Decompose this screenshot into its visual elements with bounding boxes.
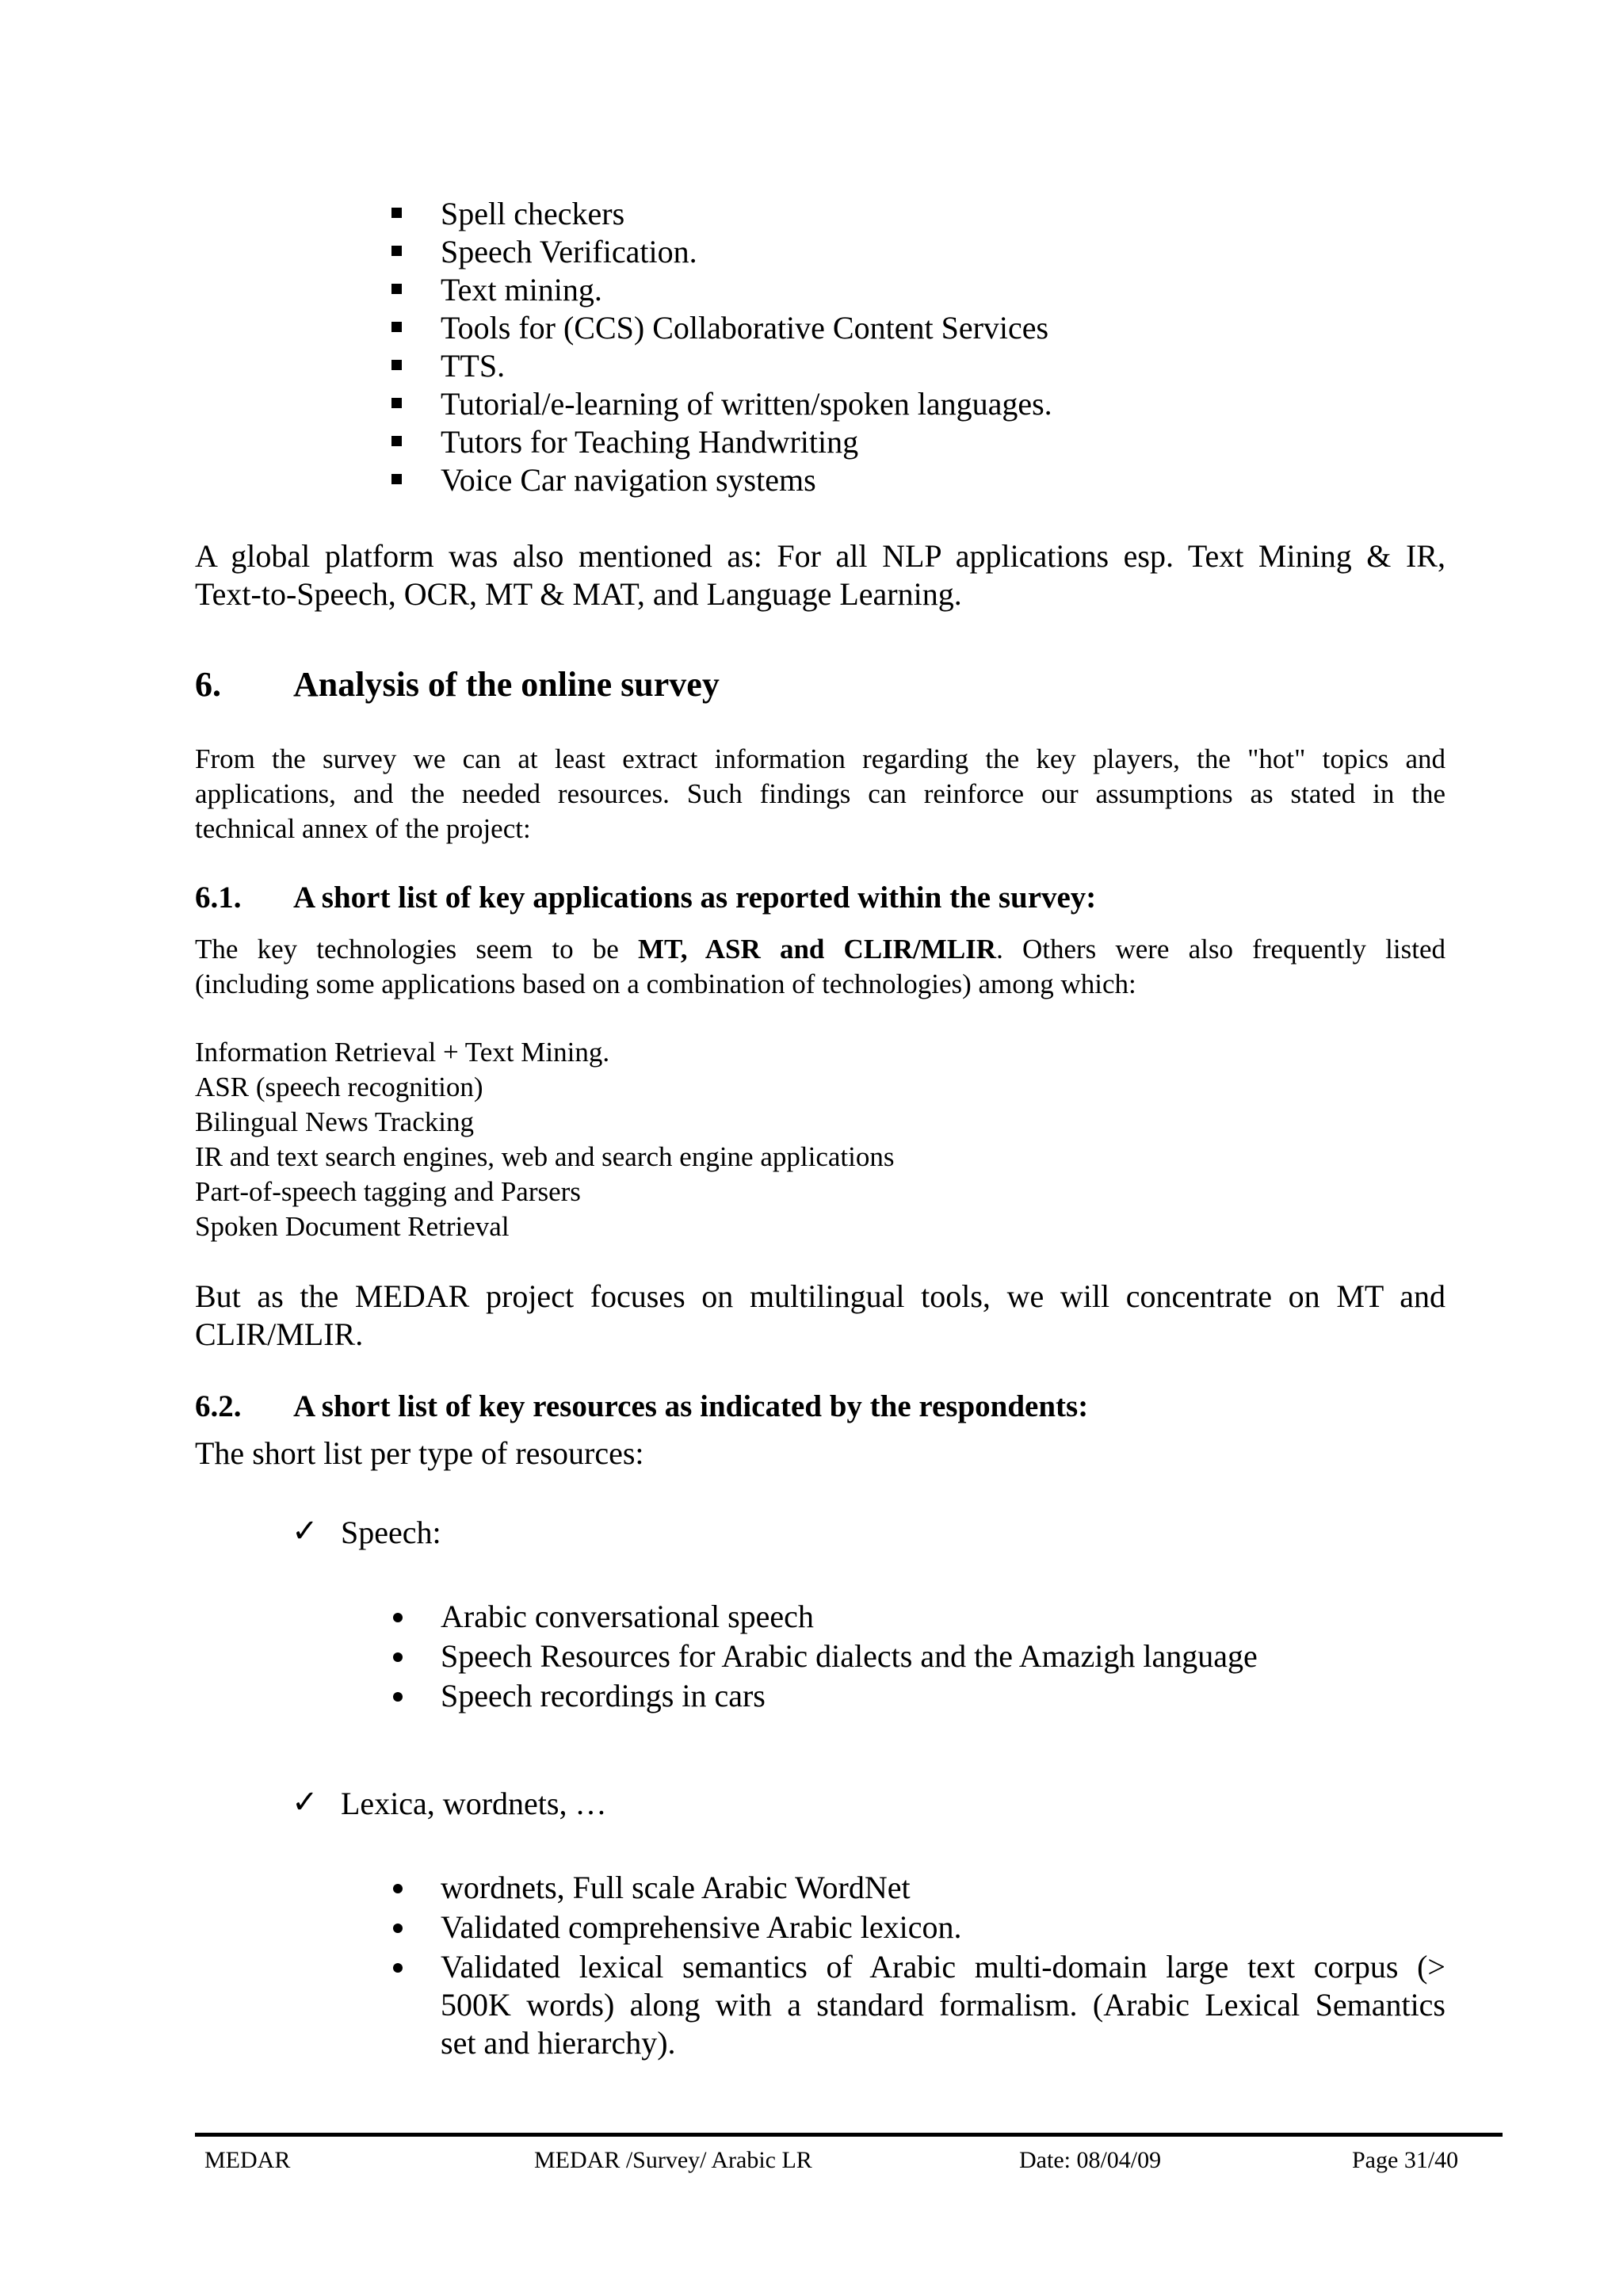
list-item: Spell checkers xyxy=(441,196,625,231)
paragraph-line: Text-to-Speech, OCR, MT & MAT, and Language Learning. xyxy=(195,576,962,612)
square-bullet-icon xyxy=(391,398,402,408)
square-bullet-icon xyxy=(391,474,402,484)
paragraph-line: From the survey we can at least extract information regarding the key players, the "hot" topics and xyxy=(195,743,1445,774)
section-number: 6. xyxy=(195,665,221,704)
round-bullet-icon xyxy=(393,1652,403,1662)
square-bullet-icon xyxy=(391,322,402,332)
square-bullet-icon xyxy=(391,284,402,294)
square-bullet-icon xyxy=(391,208,402,218)
checkmark-icon: ✓ xyxy=(292,1513,319,1549)
footer-rule xyxy=(195,2133,1503,2137)
round-bullet-icon xyxy=(393,1963,403,1973)
section-number: 6.1. xyxy=(195,881,242,915)
footer-left: MEDAR xyxy=(204,2147,291,2173)
paragraph-text: . Others were also frequently listed xyxy=(996,934,1445,965)
paragraph-line: applications, and the needed resources. Such findings can reinforce our assumptions as stated in the xyxy=(195,778,1445,809)
list-item: ASR (speech recognition) xyxy=(195,1072,483,1102)
square-bullet-icon xyxy=(391,246,402,256)
section-6-2-heading xyxy=(195,1389,1089,1425)
list-item: Speech recordings in cars xyxy=(441,1678,766,1713)
list-item: Arabic conversational speech xyxy=(441,1599,814,1634)
list-item: Text mining. xyxy=(441,272,602,308)
resources-intro: The short list per type of resources: xyxy=(195,1435,644,1471)
list-item: Validated lexical semantics of Arabic multi-domain large text corpus (> xyxy=(441,1949,1445,1985)
list-item: Spoken Document Retrieval xyxy=(195,1211,510,1242)
paragraph-text: The key technologies seem to be xyxy=(195,934,638,965)
section-title: Analysis of the online survey xyxy=(293,665,720,704)
square-bullet-icon xyxy=(391,436,402,446)
group-label: Speech: xyxy=(341,1515,441,1550)
footer-page-number: Page 31/40 xyxy=(1352,2147,1459,2173)
list-item-continuation: 500K words) along with a standard formalism. (Arabic Lexical Semantics xyxy=(441,1987,1445,2023)
section-title: A short list of key resources as indicated by the respondents: xyxy=(293,1389,1089,1423)
section-6-1-heading xyxy=(195,880,1097,916)
round-bullet-icon xyxy=(393,1692,403,1702)
list-item: Tutorial/e-learning of written/spoken languages. xyxy=(441,386,1052,422)
list-item-continuation: set and hierarchy). xyxy=(441,2025,676,2061)
list-item: Tools for (CCS) Collaborative Content Services xyxy=(441,310,1049,346)
group-label: Lexica, wordnets, … xyxy=(341,1786,607,1821)
section-number: 6.2. xyxy=(195,1389,242,1423)
list-item: Bilingual News Tracking xyxy=(195,1106,474,1137)
list-item: Speech Verification. xyxy=(441,234,697,269)
list-item: Speech Resources for Arabic dialects and the Amazigh language xyxy=(441,1638,1258,1674)
list-item: wordnets, Full scale Arabic WordNet xyxy=(441,1870,911,1905)
section-title: A short list of key applications as reported within the survey: xyxy=(293,881,1097,915)
list-item: Voice Car navigation systems xyxy=(441,462,816,498)
square-bullet-icon xyxy=(391,360,402,370)
round-bullet-icon xyxy=(393,1924,403,1933)
list-item: Validated comprehensive Arabic lexicon. xyxy=(441,1909,962,1945)
paragraph-line: CLIR/MLIR. xyxy=(195,1316,364,1352)
paragraph-line xyxy=(195,932,1445,967)
list-item: Part-of-speech tagging and Parsers xyxy=(195,1176,581,1207)
footer-date: Date: 08/04/09 xyxy=(1019,2147,1162,2173)
paragraph-line: But as the MEDAR project focuses on multilingual tools, we will concentrate on MT and xyxy=(195,1278,1445,1314)
list-item: Tutors for Teaching Handwriting xyxy=(441,424,859,460)
list-item: TTS. xyxy=(441,348,506,384)
paragraph-line: A global platform was also mentioned as: For all NLP applications esp. Text Mining & IR, xyxy=(195,538,1445,574)
checkmark-icon: ✓ xyxy=(292,1784,319,1820)
footer-center: MEDAR /Survey/ Arabic LR xyxy=(534,2147,812,2173)
section-6-heading xyxy=(195,664,720,705)
round-bullet-icon xyxy=(393,1613,403,1622)
key-technologies: MT, ASR and CLIR/MLIR xyxy=(638,934,997,965)
list-item: IR and text search engines, web and search engine applications xyxy=(195,1141,895,1172)
paragraph-line: (including some applications based on a combination of technologies) among which: xyxy=(195,968,1136,999)
paragraph-line: technical annex of the project: xyxy=(195,813,531,844)
list-item: Information Retrieval + Text Mining. xyxy=(195,1037,610,1068)
round-bullet-icon xyxy=(393,1884,403,1893)
